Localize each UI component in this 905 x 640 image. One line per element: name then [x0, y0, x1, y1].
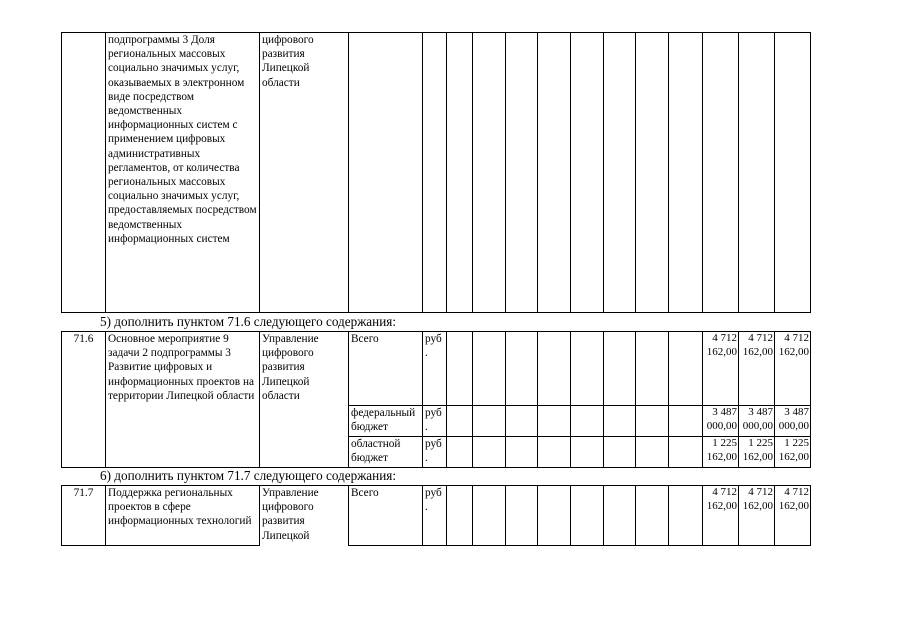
- table-item-71-7: [61, 485, 811, 546]
- value-cell: 1 225 162,00: [775, 437, 811, 468]
- value-cell: 1 225 162,00: [739, 437, 775, 468]
- value-cell: 4 712 162,00: [739, 486, 775, 546]
- value-cell: 3 487 000,00: [775, 406, 811, 437]
- value-cell: 4 712 162,00: [703, 332, 739, 406]
- indicator-name-cell: подпрограммы 3 Доля региональных массовых социально значимых услуг, оказываемых в электронном виде посредством ведомственных информационных систем с применением цифровых административных регламентов, от количества региональных массовых социально значимых услуг, предоставляемых посредством ведомственных информационных систем: [106, 33, 260, 313]
- instruction-add-71-6: 5) дополнить пунктом 71.6 следующего содержания:: [100, 314, 397, 329]
- item-name: Основное мероприятие 9 задачи 2 подпрограммы 3 Развитие цифровых и информационных проектов на территории Липецкой области: [106, 332, 260, 468]
- item-name: Поддержка региональных проектов в сфере информационных технологий: [106, 486, 260, 546]
- cell-number-empty: [62, 33, 106, 313]
- instruction-add-71-7: 6) дополнить пунктом 71.7 следующего содержания:: [100, 468, 397, 483]
- value-cell: 4 712 162,00: [739, 332, 775, 406]
- item-number: 71.7: [62, 486, 106, 546]
- table-continuation: [61, 32, 811, 313]
- value-cell: 4 712 162,00: [775, 332, 811, 406]
- value-cell: 3 487 000,00: [739, 406, 775, 437]
- value-cell: 1 225 162,00: [703, 437, 739, 468]
- unit: руб.: [423, 437, 447, 468]
- table-item-71-6: [61, 331, 811, 468]
- unit: руб.: [423, 486, 447, 546]
- unit: руб.: [423, 406, 447, 437]
- value-cell: 3 487 000,00: [703, 406, 739, 437]
- funding-source: федеральный бюджет: [349, 406, 423, 437]
- funding-source: областной бюджет: [349, 437, 423, 468]
- unit: руб.: [423, 332, 447, 406]
- value-cell: 4 712 162,00: [775, 486, 811, 546]
- item-number: 71.6: [62, 332, 106, 468]
- funding-source: Всего: [349, 332, 423, 406]
- value-cell: 4 712 162,00: [703, 486, 739, 546]
- funding-source: Всего: [349, 486, 423, 546]
- item-executor: Управление цифрового развития Липецкой области: [260, 332, 349, 468]
- executor-cell: цифрового развития Липецкой области: [260, 33, 349, 313]
- item-executor: Управление цифрового развития Липецкой: [260, 486, 349, 546]
